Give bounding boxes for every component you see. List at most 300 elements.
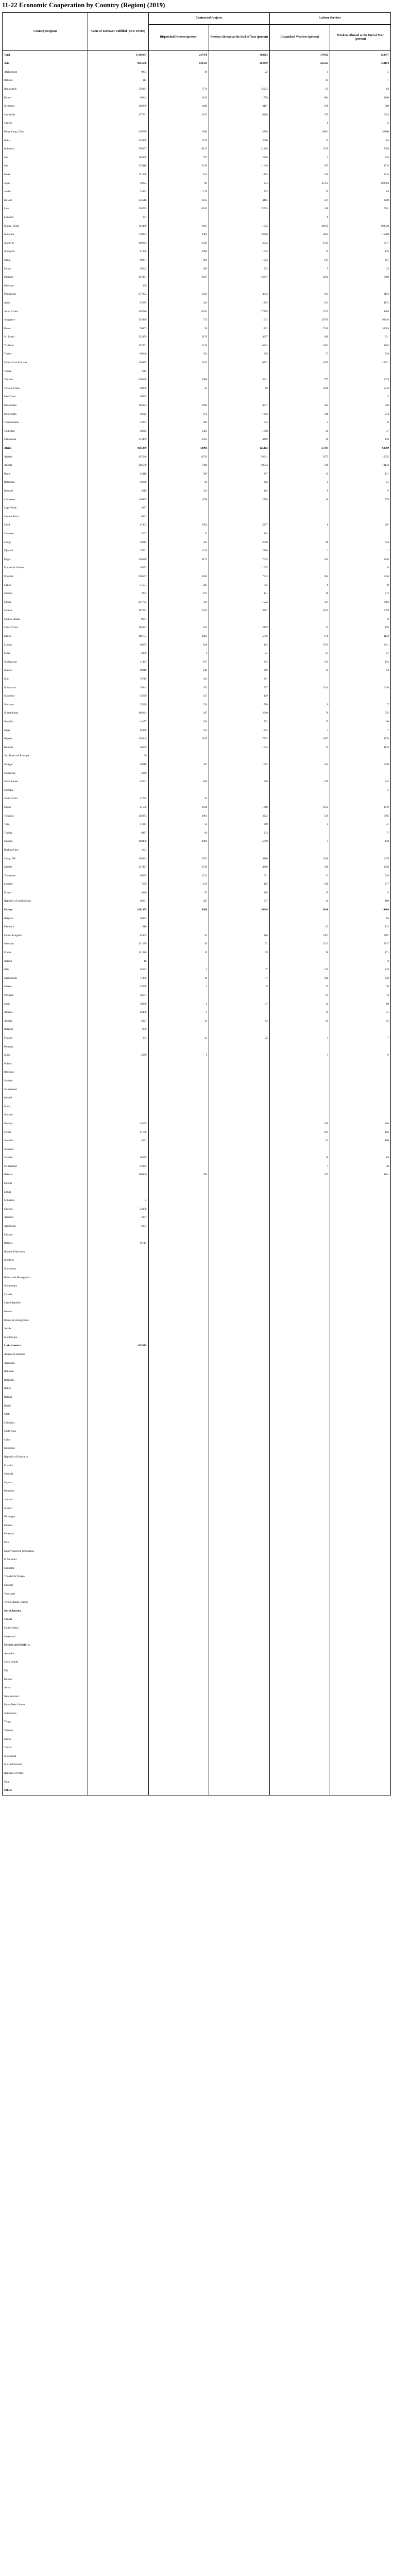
abroad-cell [209, 1752, 270, 1761]
dispatched-cell [148, 1162, 209, 1171]
workers-abroad-cell [330, 1787, 391, 1795]
country-cell: Republic of Palau [3, 1769, 88, 1778]
country-cell: Palestine [3, 282, 88, 291]
table-row [3, 1573, 391, 1582]
workers-abroad-cell [330, 1521, 391, 1530]
workers-abroad-cell [330, 513, 391, 521]
dispatched-cell: 9380 [148, 906, 209, 914]
workers-dispatched-cell: 42 [269, 470, 330, 479]
workers-abroad-cell [330, 1692, 391, 1701]
workers-dispatched-cell: 14 [269, 897, 330, 906]
country-cell: Republic of South Sudan [3, 897, 88, 906]
workers-dispatched-cell: 353 [269, 555, 330, 564]
table-row [3, 1538, 391, 1547]
table-row [3, 581, 391, 590]
turnover-cell [88, 786, 148, 795]
country-cell: Romania [3, 1069, 88, 1077]
workers-abroad-cell: 17 [330, 701, 391, 709]
abroad-cell [209, 1692, 270, 1701]
turnover-cell: 236566 [88, 555, 148, 564]
turnover-cell: 23028 [88, 701, 148, 709]
workers-abroad-cell [330, 213, 391, 222]
turnover-cell: 3057 [88, 1214, 148, 1223]
country-cell: Kazakhstan [3, 401, 88, 410]
turnover-cell: 1004 [88, 846, 148, 855]
workers-abroad-cell [330, 1778, 391, 1787]
country-cell: Tuvalu [3, 1744, 88, 1753]
turnover-cell: 17290137 [88, 51, 148, 60]
abroad-cell: 22 [209, 1034, 270, 1043]
workers-abroad-cell [330, 367, 391, 376]
turnover-cell: 967481 [88, 273, 148, 282]
turnover-cell: 48653 [88, 564, 148, 573]
table-row [3, 931, 391, 940]
workers-dispatched-cell: 11 [269, 667, 330, 675]
table-row [3, 1556, 391, 1565]
workers-abroad-cell: 108728 [330, 222, 391, 231]
turnover-cell: 117 [88, 77, 148, 86]
abroad-cell [209, 1325, 270, 1333]
abroad-cell: 745 [209, 581, 270, 590]
abroad-cell: 4415 [209, 196, 270, 205]
country-cell: Pakistan [3, 273, 88, 282]
workers-dispatched-cell [269, 1419, 330, 1428]
abroad-cell: 21138 [209, 145, 270, 154]
table-row [3, 1564, 391, 1573]
turnover-cell: 24418 [88, 470, 148, 479]
dispatched-cell: 2061 [148, 812, 209, 821]
turnover-cell: 6133 [88, 1222, 148, 1231]
workers-dispatched-cell: 6 [269, 120, 330, 128]
dispatched-cell [148, 513, 209, 521]
turnover-cell: 180846 [88, 1171, 148, 1180]
abroad-cell: 386 [209, 667, 270, 675]
table-row [3, 410, 391, 419]
workers-dispatched-cell [269, 1265, 330, 1274]
dispatched-cell [148, 1060, 209, 1069]
turnover-cell [88, 1069, 148, 1077]
country-cell: Equatorial Guinea [3, 564, 88, 573]
country-cell: Uzbekistan [3, 436, 88, 445]
dispatched-cell: 58896 [148, 444, 209, 453]
country-cell: United States [3, 1624, 88, 1633]
country-cell: Nepal [3, 256, 88, 265]
workers-abroad-cell [330, 1726, 391, 1735]
abroad-cell: 861 [209, 675, 270, 684]
workers-abroad-cell: 30084 [330, 325, 391, 333]
turnover-cell [88, 1709, 148, 1718]
country-cell: Liberia [3, 641, 88, 650]
workers-abroad-cell [330, 692, 391, 701]
workers-dispatched-cell: 8616 [269, 906, 330, 914]
workers-dispatched-cell: 15 [269, 889, 330, 897]
workers-dispatched-cell: 65 [269, 991, 330, 1000]
turnover-cell: 171458 [88, 171, 148, 179]
table-row [3, 68, 391, 77]
turnover-cell [88, 1248, 148, 1257]
abroad-cell: 2722 [209, 239, 270, 248]
workers-abroad-cell: 159 [330, 624, 391, 633]
table-row [3, 1624, 391, 1633]
turnover-cell [88, 1333, 148, 1342]
table-row [3, 1043, 391, 1052]
workers-abroad-cell: 121 [330, 470, 391, 479]
dispatched-cell: 1923 [148, 291, 209, 299]
abroad-cell [209, 1214, 270, 1223]
country-cell: Central Africa [3, 513, 88, 521]
abroad-cell: 141 [209, 589, 270, 598]
country-cell: Czech Republic [3, 1299, 88, 1308]
turnover-cell: 6127 [88, 1017, 148, 1026]
dispatched-cell [148, 1521, 209, 1530]
workers-abroad-cell [330, 1556, 391, 1565]
dispatched-cell [148, 1385, 209, 1394]
dispatched-cell: 432 [148, 684, 209, 692]
table-row [3, 77, 391, 86]
workers-abroad-cell: 7 [330, 1034, 391, 1043]
turnover-cell [88, 1291, 148, 1299]
abroad-cell: 3322 [209, 812, 270, 821]
abroad-cell: 4219 [209, 436, 270, 445]
workers-dispatched-cell: 76 [269, 709, 330, 718]
table-row [3, 547, 391, 555]
workers-abroad-cell: 451194 [330, 60, 391, 69]
country-cell: Malta [3, 1051, 88, 1060]
abroad-cell: 1522 [209, 598, 270, 607]
abroad-cell [209, 120, 270, 128]
dispatched-cell [148, 846, 209, 855]
workers-abroad-cell [330, 1240, 391, 1248]
country-cell: Latin America [3, 1342, 88, 1351]
workers-dispatched-cell [269, 1214, 330, 1223]
workers-dispatched-cell: 13 [269, 743, 330, 752]
workers-abroad-cell: 1934 [330, 572, 391, 581]
workers-abroad-cell: 1669 [330, 273, 391, 282]
dispatched-cell [148, 1692, 209, 1701]
abroad-cell [209, 1197, 270, 1206]
table-row [3, 1752, 391, 1761]
country-cell: Gabon [3, 581, 88, 590]
country-cell: Kenya [3, 632, 88, 641]
workers-dispatched-cell [269, 1735, 330, 1744]
workers-dispatched-cell: 21 [269, 872, 330, 880]
abroad-cell: 6324 [209, 342, 270, 350]
workers-dispatched-cell [269, 1718, 330, 1727]
table-row [3, 1761, 391, 1770]
turnover-cell: 30591 [88, 991, 148, 1000]
country-cell: Chad [3, 521, 88, 530]
dispatched-cell [148, 1043, 209, 1052]
turnover-cell [88, 1761, 148, 1770]
turnover-cell [88, 1778, 148, 1787]
table-row [3, 829, 391, 838]
dispatched-cell: 4 [148, 983, 209, 992]
workers-dispatched-cell [269, 692, 330, 701]
turnover-cell: 47725 [88, 795, 148, 804]
workers-abroad-cell: 65 [330, 137, 391, 145]
workers-abroad-cell: 4962 [330, 342, 391, 350]
workers-dispatched-cell [269, 1316, 330, 1325]
workers-dispatched-cell: 1662 [269, 273, 330, 282]
workers-dispatched-cell [269, 1257, 330, 1265]
table-row [3, 401, 391, 410]
abroad-cell [209, 1376, 270, 1385]
abroad-cell: 380 [209, 820, 270, 829]
abroad-cell [209, 1616, 270, 1624]
turnover-cell: 3660 [88, 769, 148, 778]
turnover-cell [88, 1086, 148, 1094]
abroad-cell: 677 [209, 897, 270, 906]
country-cell: Cote d'Ivoire [3, 624, 88, 633]
abroad-cell: 1504 [209, 222, 270, 231]
workers-abroad-cell: 8 [330, 957, 391, 966]
dispatched-cell [148, 1453, 209, 1462]
dispatched-cell [148, 1188, 209, 1197]
turnover-cell: 474118 [88, 162, 148, 171]
turnover-cell [88, 1325, 148, 1333]
abroad-cell: 262 [209, 479, 270, 487]
workers-abroad-cell: 62509 [330, 444, 391, 453]
workers-dispatched-cell: 16 [269, 496, 330, 504]
dispatched-cell: 1 [148, 1051, 209, 1060]
abroad-cell [209, 1761, 270, 1770]
workers-dispatched-cell: 72 [269, 248, 330, 257]
dispatched-cell: 2023 [148, 436, 209, 445]
turnover-cell: 53715 [88, 675, 148, 684]
dispatched-cell [148, 1274, 209, 1282]
table-row [3, 1410, 391, 1419]
table-row [3, 1000, 391, 1009]
dispatched-cell: 7774 [148, 85, 209, 94]
workers-abroad-cell [330, 1316, 391, 1325]
workers-dispatched-cell [269, 513, 330, 521]
table-row [3, 914, 391, 923]
country-cell: Georgia [3, 1205, 88, 1214]
table-row [3, 213, 391, 222]
workers-abroad-cell: 96 [330, 718, 391, 726]
turnover-cell: 2 [88, 1197, 148, 1206]
dispatched-cell [148, 1197, 209, 1206]
country-cell: Mali [3, 675, 88, 684]
workers-dispatched-cell: 304 [269, 572, 330, 581]
table-row [3, 555, 391, 564]
turnover-cell [88, 1607, 148, 1616]
workers-dispatched-cell: 27 [269, 650, 330, 658]
country-cell: Guyana [3, 1479, 88, 1487]
turnover-cell: 23356 [88, 1205, 148, 1214]
workers-abroad-cell: 1953 [330, 111, 391, 120]
country-cell: Trinidad & Tobago [3, 1573, 88, 1582]
dispatched-cell: 5216 [148, 162, 209, 171]
table-row [3, 419, 391, 428]
dispatched-cell [148, 1205, 209, 1214]
country-cell: Portugal [3, 991, 88, 1000]
dispatched-cell: 604 [148, 419, 209, 428]
dispatched-cell [148, 743, 209, 752]
turnover-cell: 7432 [88, 589, 148, 598]
table-row [3, 1658, 391, 1667]
country-cell: Kiribati [3, 1675, 88, 1684]
workers-dispatched-cell [269, 1607, 330, 1616]
workers-abroad-cell [330, 795, 391, 804]
country-cell: Laos [3, 205, 88, 214]
country-cell: Senegal [3, 760, 88, 769]
table-row [3, 1718, 391, 1727]
abroad-cell [209, 1701, 270, 1710]
country-cell: South Africa [3, 795, 88, 804]
country-cell: Algeria [3, 453, 88, 462]
workers-abroad-cell [330, 1590, 391, 1599]
turnover-cell: 4664 [88, 1137, 148, 1145]
turnover-cell [88, 1231, 148, 1240]
country-cell: Virgin Islands, British [3, 1598, 88, 1607]
table-row [3, 684, 391, 692]
table-row [3, 111, 391, 120]
workers-abroad-cell [330, 1197, 391, 1206]
turnover-cell [88, 1436, 148, 1445]
workers-dispatched-cell [269, 1325, 330, 1333]
dispatched-cell [148, 1137, 209, 1145]
workers-dispatched-cell [269, 1744, 330, 1753]
abroad-cell: 2179 [209, 624, 270, 633]
dispatched-cell: 1054 [148, 521, 209, 530]
dispatched-cell [148, 1479, 209, 1487]
workers-dispatched-cell: 5 [269, 265, 330, 274]
table-row [3, 983, 391, 992]
workers-dispatched-cell: 1003 [269, 342, 330, 350]
workers-abroad-cell: 277 [330, 880, 391, 889]
turnover-cell [88, 1667, 148, 1675]
country-cell: Republic of Dominica [3, 1453, 88, 1462]
dispatched-cell [148, 1709, 209, 1718]
table-row [3, 359, 391, 367]
workers-abroad-cell: 3266 [330, 94, 391, 103]
workers-abroad-cell [330, 1496, 391, 1504]
workers-abroad-cell [330, 846, 391, 855]
table-row [3, 222, 391, 231]
abroad-cell: 37 [209, 966, 270, 975]
turnover-cell: 86648 [88, 350, 148, 359]
turnover-cell: 13676 [88, 692, 148, 701]
table-row [3, 607, 391, 616]
workers-dispatched-cell: 427 [269, 1171, 330, 1180]
abroad-cell [209, 1111, 270, 1120]
table-row [3, 1162, 391, 1171]
dispatched-cell [148, 914, 209, 923]
abroad-cell: 7723 [209, 735, 270, 744]
abroad-cell [209, 1428, 270, 1436]
dispatched-cell: 167 [148, 589, 209, 598]
country-cell: Italy [3, 966, 88, 975]
dispatched-cell [148, 1128, 209, 1137]
turnover-cell: 253868 [88, 137, 148, 145]
workers-dispatched-cell [269, 1111, 330, 1120]
workers-abroad-cell [330, 1573, 391, 1582]
table-row [3, 718, 391, 726]
country-cell: Slovenia [3, 1145, 88, 1154]
workers-abroad-cell [330, 1428, 391, 1436]
abroad-cell: 4880 [209, 855, 270, 863]
dispatched-cell [148, 1547, 209, 1556]
turnover-cell: 177 [88, 213, 148, 222]
abroad-cell: 1632 [209, 316, 270, 325]
country-cell: Guinea-Bissau [3, 615, 88, 624]
country-cell: Argentina [3, 1359, 88, 1368]
workers-dispatched-cell [269, 829, 330, 838]
abroad-cell: 22 [209, 68, 270, 77]
dispatched-cell: 2096 [148, 128, 209, 137]
workers-dispatched-cell: 71 [269, 350, 330, 359]
dispatched-cell: 159 [148, 880, 209, 889]
workers-abroad-cell [330, 1684, 391, 1692]
table-row [3, 120, 391, 128]
workers-dispatched-cell: 1030 [269, 855, 330, 863]
dispatched-cell: 6403 [148, 230, 209, 239]
workers-abroad-cell [330, 1299, 391, 1308]
workers-dispatched-cell [269, 367, 330, 376]
table-row [3, 496, 391, 504]
abroad-cell [209, 615, 270, 624]
table-row [3, 179, 391, 188]
workers-abroad-cell [330, 1103, 391, 1111]
turnover-cell: 84945 [88, 931, 148, 940]
abroad-cell [209, 786, 270, 795]
country-cell: Ethiopia [3, 572, 88, 581]
dispatched-cell [148, 1590, 209, 1599]
turnover-cell: 286599 [88, 462, 148, 470]
abroad-cell [209, 1547, 270, 1556]
table-row [3, 650, 391, 658]
workers-abroad-cell [330, 1658, 391, 1667]
table-row [3, 1094, 391, 1103]
dispatched-cell: 2746 [148, 863, 209, 872]
table-row [3, 1197, 391, 1206]
abroad-cell: 15232 [209, 85, 270, 94]
workers-abroad-cell [330, 1530, 391, 1539]
workers-dispatched-cell [269, 1385, 330, 1394]
turnover-cell [88, 1538, 148, 1547]
turnover-cell: 277972 [88, 291, 148, 299]
workers-abroad-cell [330, 1445, 391, 1453]
abroad-cell: 47 [209, 1000, 270, 1009]
abroad-cell: 19 [209, 384, 270, 393]
table-row [3, 589, 391, 598]
dispatched-cell [148, 1359, 209, 1368]
table-row [3, 1274, 391, 1282]
workers-dispatched-cell: 281 [269, 1128, 330, 1137]
abroad-cell [209, 1419, 270, 1428]
abroad-cell: 4617 [209, 333, 270, 342]
turnover-cell: 60 [88, 752, 148, 761]
table-row [3, 880, 391, 889]
turnover-cell [88, 1359, 148, 1368]
workers-dispatched-cell [269, 1598, 330, 1607]
country-cell: Tonga [3, 1718, 88, 1727]
turnover-cell: 10000 [88, 384, 148, 393]
workers-abroad-cell [330, 1265, 391, 1274]
dispatched-cell: 265 [148, 897, 209, 906]
table-row [3, 709, 391, 718]
dispatched-cell [148, 1316, 209, 1325]
table-row [3, 795, 391, 804]
workers-abroad-cell [330, 1538, 391, 1547]
workers-abroad-cell [330, 1470, 391, 1479]
turnover-cell [88, 1735, 148, 1744]
table-row [3, 333, 391, 342]
abroad-cell: 21 [209, 650, 270, 658]
country-cell: Ireland [3, 957, 88, 966]
table-row [3, 316, 391, 325]
